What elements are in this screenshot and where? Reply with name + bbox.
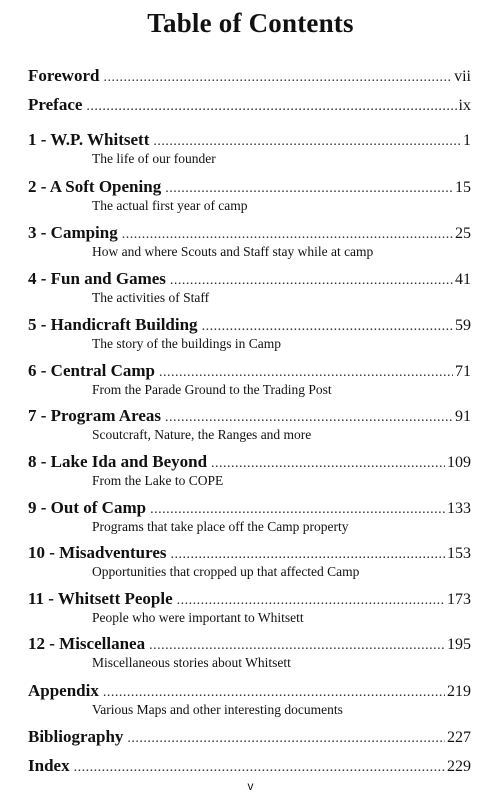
- toc-entry-subtitle: Scoutcraft, Nature, the Ranges and more: [92, 427, 312, 442]
- toc-entry-chapter-7: [28, 406, 471, 443]
- toc-entry-title: 12 - Miscellanea: [28, 634, 146, 653]
- dot-leader: [211, 456, 445, 472]
- dot-leader: [127, 731, 445, 747]
- toc-entry-title: Bibliography: [28, 727, 124, 746]
- page-title: Table of Contents: [147, 8, 354, 38]
- dot-leader: [153, 134, 461, 150]
- toc-entry-title: 4 - Fun and Games: [28, 269, 166, 288]
- toc-entry-title: Preface: [28, 95, 83, 114]
- toc-entry-title: 2 - A Soft Opening: [28, 177, 162, 196]
- toc-entry-subtitle: The activities of Staff: [92, 290, 210, 305]
- toc-entry-page: 109: [447, 454, 471, 471]
- dot-leader: [170, 273, 453, 289]
- toc-entry-page: 219: [447, 683, 471, 700]
- dot-leader: [150, 502, 445, 518]
- toc-entry-subtitle: Various Maps and other interesting documents: [92, 702, 343, 717]
- toc-entry-preface: [28, 95, 471, 117]
- dot-leader: [165, 410, 453, 426]
- toc-entry-page: 173: [447, 591, 471, 608]
- dot-leader: [149, 638, 445, 654]
- toc-entry-title: 7 - Program Areas: [28, 406, 161, 425]
- toc-entry-page: 25: [455, 225, 471, 242]
- toc-entry-chapter-10: [28, 543, 471, 580]
- page-number: v: [247, 779, 254, 793]
- toc-entry-title: Appendix: [28, 681, 99, 700]
- dot-leader: [202, 319, 453, 335]
- toc-entry-page: 71: [455, 363, 471, 380]
- toc-entry-subtitle: Miscellaneous stories about Whitsett: [92, 655, 291, 670]
- dot-leader: [103, 70, 452, 86]
- toc-entry-chapter-12: [28, 634, 471, 671]
- toc-entry-title: 10 - Misadventures: [28, 543, 167, 562]
- toc-entry-title: 1 - W.P. Whitsett: [28, 130, 150, 149]
- toc-entry-chapter-2: [28, 177, 471, 214]
- toc-entry-page: ix: [458, 97, 471, 114]
- dot-leader: [74, 760, 445, 776]
- toc-entry-title: Index: [28, 756, 70, 775]
- toc-entry-subtitle: People who were important to Whitsett: [92, 610, 304, 625]
- toc-entry-title: 8 - Lake Ida and Beyond: [28, 452, 208, 471]
- toc-entry-index: [28, 756, 471, 778]
- toc-entry-page: 195: [447, 636, 471, 653]
- toc-entry-chapter-6: [28, 361, 471, 398]
- toc-entry-page: 229: [447, 758, 471, 775]
- toc-entry-subtitle: Programs that take place off the Camp property: [92, 519, 349, 534]
- toc-entry-title: 9 - Out of Camp: [28, 498, 147, 517]
- toc-entry-page: 15: [455, 179, 471, 196]
- toc-entry-title: Foreword: [28, 66, 100, 85]
- toc-entry-subtitle: Opportunities that cropped up that affected Camp: [92, 564, 360, 579]
- toc-entry-chapter-9: [28, 498, 471, 535]
- toc-entry-title: 6 - Central Camp: [28, 361, 156, 380]
- toc-entry-chapter-3: [28, 223, 471, 260]
- toc-entry-subtitle: The actual first year of camp: [92, 198, 248, 213]
- dot-leader: [171, 547, 445, 563]
- toc-entry-bibliography: [28, 727, 471, 749]
- dot-leader: [122, 227, 453, 243]
- dot-leader: [165, 181, 453, 197]
- toc-entry-chapter-4: [28, 269, 471, 306]
- toc-entry-page: 59: [455, 317, 471, 334]
- toc-entry-foreword: [28, 66, 471, 88]
- toc-entry-subtitle: The story of the buildings in Camp: [92, 336, 281, 351]
- toc-entry-title: 5 - Handicraft Building: [28, 315, 198, 334]
- toc-entry-subtitle: From the Parade Ground to the Trading Post: [92, 382, 332, 397]
- dot-leader: [103, 685, 445, 701]
- dot-leader: [177, 593, 445, 609]
- toc-entry-page: 227: [447, 729, 471, 746]
- toc-entry-page: 153: [447, 545, 471, 562]
- toc-entry-subtitle: How and where Scouts and Staff stay while at camp: [92, 244, 374, 259]
- toc-entry-chapter-8: [28, 452, 471, 489]
- toc-entry-subtitle: From the Lake to COPE: [92, 473, 224, 488]
- toc-entry-page: 91: [455, 408, 471, 425]
- toc-entry-page: 133: [447, 500, 471, 517]
- toc-entry-chapter-1: [28, 130, 471, 167]
- toc-entry-page: 41: [455, 271, 471, 288]
- toc-entry-page: vii: [454, 68, 471, 85]
- toc-entry-chapter-5: [28, 315, 471, 352]
- toc-entry-title: 3 - Camping: [28, 223, 118, 242]
- toc-entry-chapter-11: [28, 589, 471, 626]
- dot-leader: [86, 99, 456, 115]
- toc-entry-title: 11 - Whitsett People: [28, 589, 173, 608]
- toc-entry-page: 1: [463, 132, 471, 149]
- dot-leader: [159, 365, 453, 381]
- toc-entry-appendix: [28, 681, 471, 718]
- toc-entry-subtitle: The life of our founder: [92, 151, 216, 166]
